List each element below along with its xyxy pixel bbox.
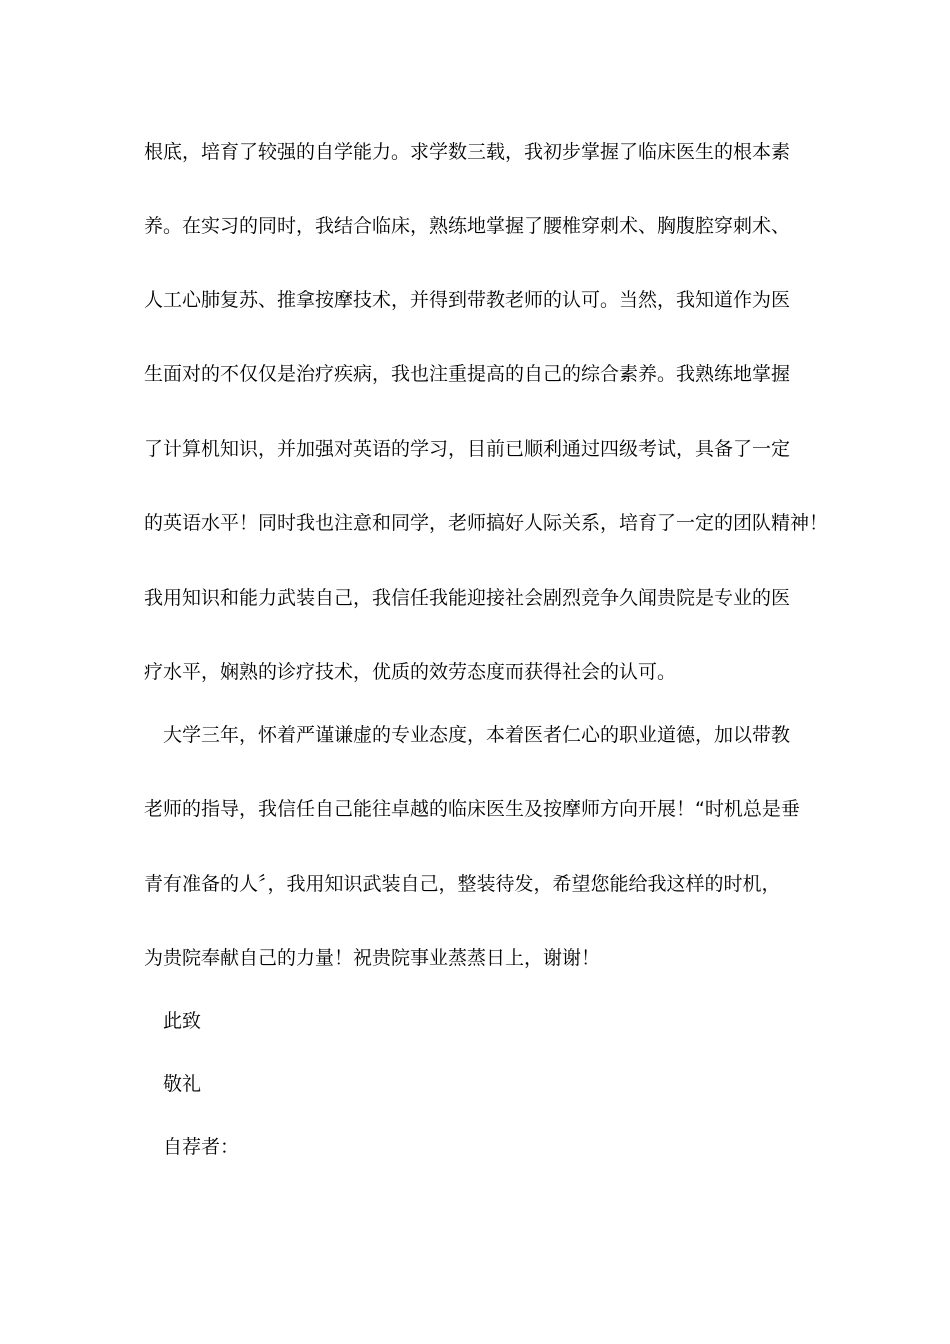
signature-label: 自荐者： <box>163 1136 240 1158</box>
paragraph2-line-1: 大学三年，怀着严谨谦虚的专业态度，本着医者仁心的职业道德，加以带教 <box>163 724 791 746</box>
paragraph1-line-1: 根底，培育了较强的自学能力。求学数三载，我初步掌握了临床医生的根本素 <box>144 141 791 163</box>
paragraph1-line-2: 养。在实习的同时，我结合临床，熟练地掌握了腰椎穿刺术、胸腹腔穿刺术、 <box>144 215 791 237</box>
closing-salutation: 此致 <box>163 1010 202 1032</box>
paragraph2-line-4: 为贵院奉献自己的力量！祝贵院事业蒸蒸日上，谢谢！ <box>144 947 601 969</box>
paragraph2-line-2: 老师的指导，我信任自己能往卓越的临床医生及按摩师方向开展！“时机总是垂 <box>144 798 800 820</box>
paragraph1-line-5: 了计算机知识，并加强对英语的学习，目前已顺利通过四级考试，具备了一定 <box>144 438 791 460</box>
paragraph1-line-7: 我用知识和能力武装自己，我信任我能迎接社会剧烈竞争久闻贵院是专业的医 <box>144 587 791 609</box>
paragraph1-line-6: 的英语水平！同时我也注意和同学，老师搞好人际关系，培育了一定的团队精神！ <box>144 512 829 534</box>
paragraph1-line-4: 生面对的不仅仅是治疗疾病，我也注重提高的自己的综合素养。我熟练地掌握 <box>144 363 791 385</box>
paragraph1-line-3: 人工心肺复苏、推拿按摩技术，并得到带教老师的认可。当然，我知道作为医 <box>144 289 791 311</box>
paragraph1-line-8: 疗水平，娴熟的诊疗技术，优质的效劳态度而获得社会的认可。 <box>144 661 677 683</box>
closing-regards: 敬礼 <box>163 1073 202 1095</box>
paragraph2-line-3: 青有准备的人〞，我用知识武装自己，整装待发，希望您能给我这样的时机， <box>144 873 781 895</box>
